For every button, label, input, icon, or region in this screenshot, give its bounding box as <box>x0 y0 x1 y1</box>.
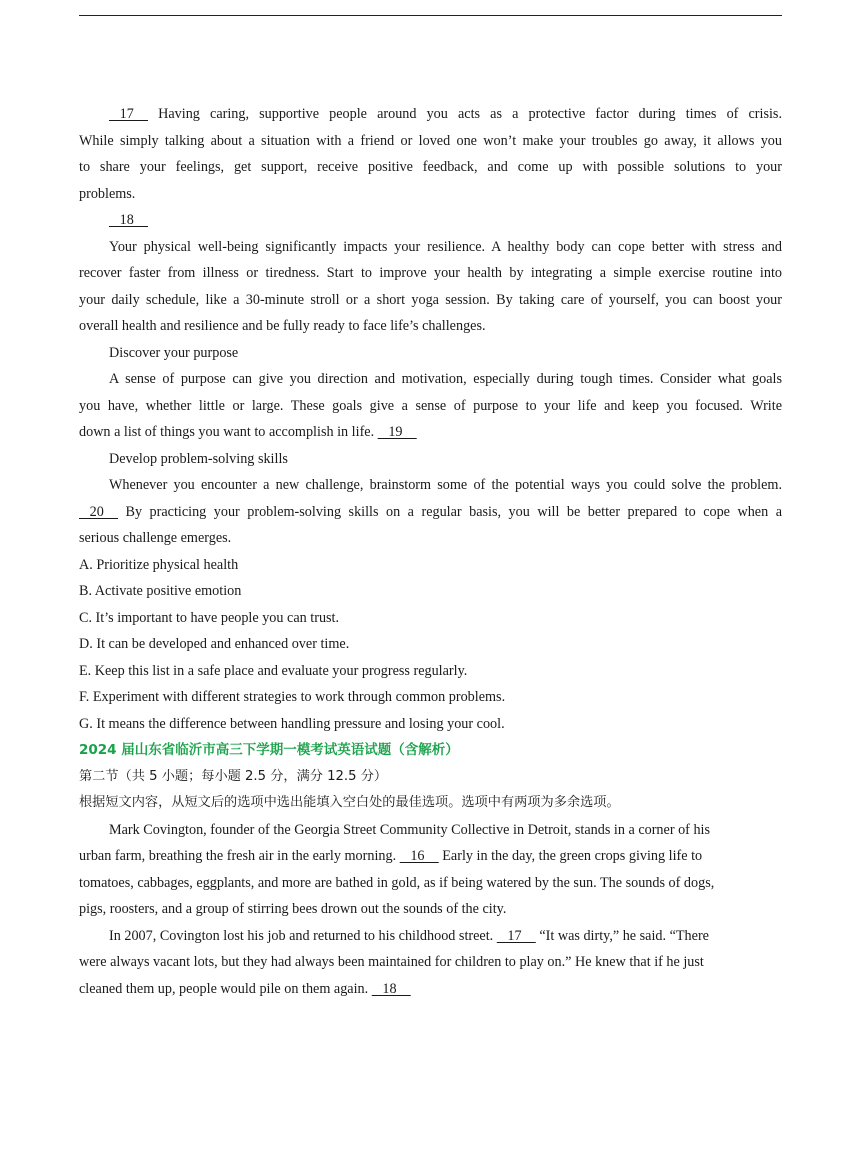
text: urban farm, breathing the fresh air in the early morning. <box>79 848 400 864</box>
blank-17[interactable]: 17 <box>109 106 149 122</box>
heading-problem-solving: Develop problem-solving skills <box>109 450 288 467</box>
paragraph-problem-line-3: serious challenge emerges. <box>79 530 232 546</box>
blank-18b[interactable]: 18 <box>371 980 411 997</box>
blank-18[interactable]: 18 <box>109 212 149 228</box>
text: Having caring, supportive people around you acts as a protective factor during times of crisis. <box>148 106 782 122</box>
text: “It was dirty,” he said. “There <box>535 927 709 944</box>
blank-16[interactable]: 16 <box>399 848 439 864</box>
blank-20[interactable]: 20 <box>79 503 119 520</box>
document-body <box>79 101 782 1002</box>
paragraph-physical-line-1: Your physical well-being significantly impacts your resilience. A healthy body can cope better with stress and <box>109 238 782 255</box>
header-rule <box>79 15 782 16</box>
passage2-p1-line-2 <box>79 843 782 870</box>
blank-17b[interactable]: 17 <box>496 927 536 944</box>
paragraph-physical-line-2: recover faster from illness or tiredness. Start to improve your health by integrating a simple exercise routine into <box>79 265 782 281</box>
text: In 2007, Covington lost his job and returned to his childhood street. <box>109 927 497 944</box>
paragraph-purpose-line-1: A sense of purpose can give you direction and motivation, especially during tough times. Consider what goals <box>109 371 782 387</box>
option-d: D. It can be developed and enhanced over time. <box>79 636 350 652</box>
paragraph-17-line-3: to share your feelings, get support, receive positive feedback, and come up with possible solutions to your <box>79 159 782 175</box>
section-subtitle: 第二节（共 5 小题；每小题 2.5 分，满分 12.5 分） <box>79 768 388 784</box>
option-f: F. Experiment with different strategies to work through common problems. <box>79 689 506 705</box>
section-title: 2024 届山东省临沂市高三下学期一模考试英语试题（含解析） <box>79 742 459 758</box>
passage2-p1-line-4: pigs, roosters, and a group of stirring bees drown out the sounds of the city. <box>79 901 507 917</box>
passage2-p2-line-1 <box>79 923 782 950</box>
paragraph-17-line-1 <box>79 101 782 128</box>
passage2-p1-line-1: Mark Covington, founder of the Georgia Street Community Collective in Detroit, stands in a corner of his <box>109 821 711 838</box>
paragraph-purpose-line-2: you have, whether little or large. These goals give a sense of purpose to your life and keep you focused. Write <box>79 397 782 414</box>
paragraph-17-line-2: While simply talking about a situation with a friend or loved one won’t make your troubles go away, it allows you <box>79 132 782 149</box>
heading-18 <box>79 207 782 234</box>
paragraph-physical-line-4: overall health and resilience and be fully ready to face life’s challenges. <box>79 318 486 334</box>
heading-discover-purpose: Discover your purpose <box>109 344 239 361</box>
option-b: B. Activate positive emotion <box>79 583 242 599</box>
passage2-p2-line-2: were always vacant lots, but they had always been maintained for children to play on.” He knew that if he just <box>79 954 704 970</box>
text: Early in the day, the green crops giving life to <box>438 848 703 864</box>
text: cleaned them up, people would pile on them again. <box>79 980 372 997</box>
text: down a list of things you want to accomplish in life. <box>79 424 378 440</box>
paragraph-physical-line-3: your daily schedule, like a 30-minute stroll or a short yoga session. By taking care of yourself, you can boost your <box>79 291 782 308</box>
passage2-p2-line-3 <box>79 976 782 1003</box>
option-c: C. It’s important to have people you can trust. <box>79 609 340 626</box>
option-a: A. Prioritize physical health <box>79 556 239 573</box>
blank-19[interactable]: 19 <box>377 424 417 440</box>
text: By practicing your problem-solving skills on a regular basis, you will be better prepared to cope when a <box>118 503 782 520</box>
paragraph-purpose-line-3 <box>79 419 782 446</box>
passage2-p1-line-3: tomatoes, cabbages, eggplants, and more are bathed in gold, as if being watered by the sun. The sounds of dogs, <box>79 874 715 891</box>
section-instructions: 根据短文内容，从短文后的选项中选出能填入空白处的最佳选项。选项中有两项为多余选项。 <box>79 795 620 810</box>
option-e: E. Keep this list in a safe place and evaluate your progress regularly. <box>79 662 468 679</box>
option-g: G. It means the difference between handling pressure and losing your cool. <box>79 715 505 732</box>
paragraph-17-line-4: problems. <box>79 185 136 202</box>
paragraph-problem-line-1: Whenever you encounter a new challenge, brainstorm some of the potential ways you could solve the problem. <box>109 477 782 493</box>
paragraph-problem-line-2 <box>79 499 782 526</box>
